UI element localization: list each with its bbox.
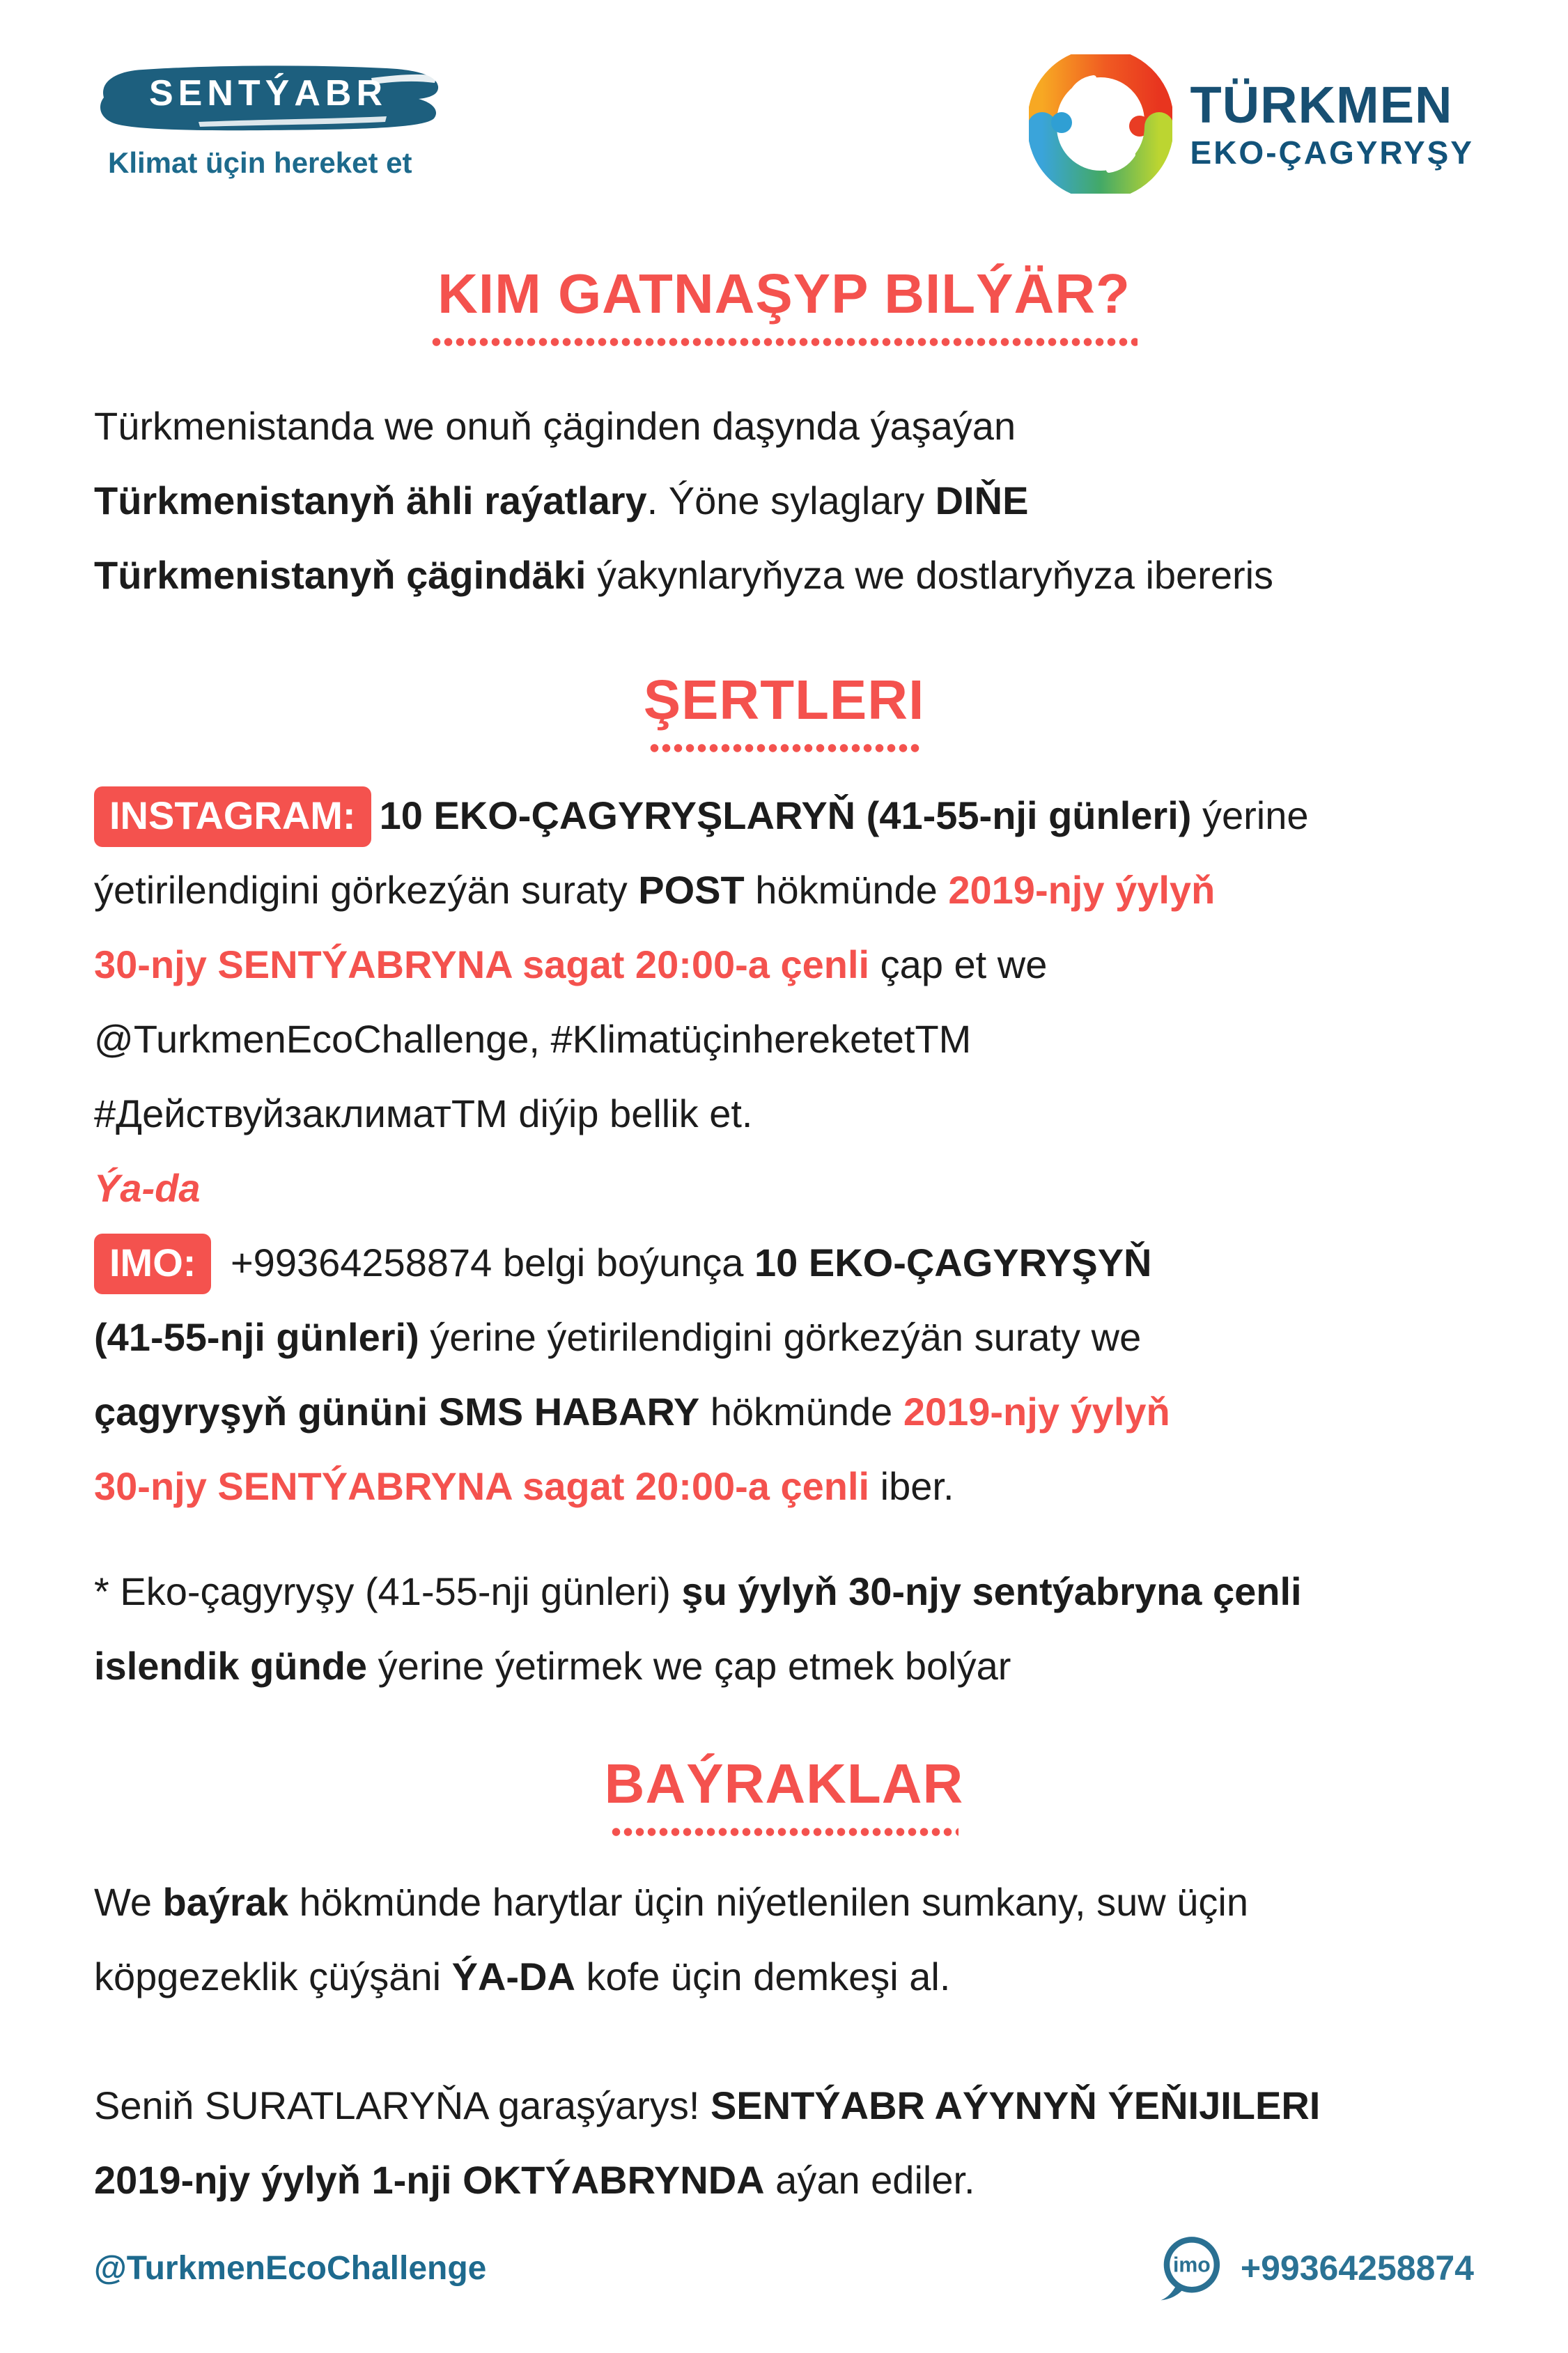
text-run: 10 EKO-ÇAGYRYŞYŇ bbox=[754, 1241, 1152, 1284]
imo-icon-label: imo bbox=[1172, 2253, 1211, 2277]
text-run: ýetirilendigini görkezýän suraty bbox=[94, 868, 639, 912]
text-run: hökmünde bbox=[699, 1390, 903, 1434]
platform-badge: INSTAGRAM: bbox=[94, 786, 371, 847]
contact-block bbox=[1154, 2232, 1474, 2304]
footnote-paragraph bbox=[94, 1554, 1474, 1703]
eco-logo-icon bbox=[1029, 54, 1172, 194]
text-run: Seniň SURATLARYŇA garaşýarys! bbox=[94, 2083, 711, 2127]
text-run: . Ýöne sylaglary bbox=[646, 479, 936, 522]
section-title-who: KIM GATNAŞYP BILÝÄR? bbox=[437, 263, 1131, 325]
text-run: DIŇE bbox=[935, 479, 1029, 522]
text-run: Türkmenistanyň ähli raýatlary bbox=[94, 479, 647, 522]
prizes-paragraph bbox=[94, 1865, 1474, 2014]
text-run: (41-55-nji günleri) bbox=[94, 1315, 419, 1359]
brand-left bbox=[94, 61, 442, 180]
text-run: islendik günde bbox=[94, 1644, 368, 1688]
text-run: @TurkmenEcoChallenge, #KlimatüçinhereketetTM bbox=[94, 1017, 972, 1061]
text-run: çagyryşyň gününi SMS HABARY bbox=[94, 1390, 700, 1434]
text-run: 30-njy SENTÝABRYNA sagat 20:00-a çenli bbox=[94, 1464, 870, 1508]
social-handle: @TurkmenEcoChallenge bbox=[94, 2249, 487, 2287]
org-logo bbox=[1029, 54, 1474, 194]
dotted-divider bbox=[430, 337, 1138, 347]
text-run: Türkmenistanyň çägindäki bbox=[94, 553, 587, 597]
logo-title: TÜRKMEN bbox=[1190, 76, 1453, 134]
text-run: ýerine bbox=[1191, 793, 1309, 837]
or-label: Ýa-da bbox=[94, 1166, 201, 1210]
text-run: 30-njy SENTÝABRYNA sagat 20:00-a çenli bbox=[94, 942, 870, 986]
text-run: hökmünde bbox=[744, 868, 949, 912]
text-run: baýrak bbox=[162, 1880, 289, 1924]
instagram-rule-paragraph bbox=[94, 778, 1474, 1151]
imo-rule-paragraph bbox=[94, 1225, 1474, 1523]
text-run: iber. bbox=[869, 1464, 954, 1508]
month-badge bbox=[94, 61, 442, 131]
text-run: #ДействуйзаклиматTM diýip bellik et. bbox=[94, 1092, 753, 1135]
text-run: * Eko-çagyryşy (41-55-nji günleri) bbox=[94, 1569, 682, 1613]
text-run: ýerine ýetirmek we çap etmek bolýar bbox=[367, 1644, 1011, 1688]
text-run: 10 EKO-ÇAGYRYŞLARYŇ (41-55-nji günleri) bbox=[379, 793, 1192, 837]
text-run: şu ýylyň 30-njy sentýabryna çenli bbox=[681, 1569, 1302, 1613]
text-run: ýakynlaryňyza we dostlaryňyza ibereris bbox=[586, 553, 1274, 597]
text-run: POST bbox=[638, 868, 745, 912]
text-run: 2019-njy ýylyň 1-nji OKTÝABRYNDA bbox=[94, 2158, 765, 2202]
logo-subtitle: EKO-ÇAGYRYŞY bbox=[1190, 134, 1474, 171]
imo-icon bbox=[1154, 2232, 1227, 2304]
text-run: 2019-njy ýylyň bbox=[948, 868, 1216, 912]
text-run: ÝA-DA bbox=[451, 1955, 575, 1998]
campaign-tagline: Klimat üçin hereket et bbox=[108, 146, 412, 179]
logo-text bbox=[1190, 76, 1474, 171]
text-run: aýan ediler. bbox=[764, 2158, 975, 2202]
section-title-prizes: BAÝRAKLAR bbox=[604, 1753, 964, 1815]
platform-badge: IMO: bbox=[94, 1234, 211, 1294]
contact-phone: +99364258874 bbox=[1240, 2249, 1474, 2288]
text-run: +99364258874 belgi boýunça bbox=[219, 1241, 754, 1284]
text-run: SENTÝABR AÝYNYŇ ÝEŇIJILERI bbox=[710, 2083, 1321, 2127]
text-run: Türkmenistanda we onuň çäginden daşynda ýaşaýan bbox=[94, 404, 1016, 448]
dotted-divider bbox=[649, 743, 920, 753]
month-badge-label: SENTÝABR bbox=[148, 73, 388, 114]
text-run: çap et we bbox=[869, 942, 1048, 986]
text-run: 2019-njy ýylyň bbox=[903, 1390, 1170, 1434]
closing-paragraph bbox=[94, 2068, 1474, 2217]
text-run: We bbox=[94, 1880, 163, 1924]
text-run: köpgezeklik çüýşäni bbox=[94, 1955, 452, 1998]
who-paragraph bbox=[94, 389, 1474, 612]
dotted-divider bbox=[610, 1827, 958, 1837]
text-run: ýerine ýetirilendigini görkezýän suraty we bbox=[419, 1315, 1142, 1359]
section-title-rules: ŞERTLERI bbox=[643, 669, 925, 731]
footer bbox=[94, 2232, 1474, 2304]
text-run: kofe üçin demkeşi al. bbox=[575, 1955, 951, 1998]
text-run: hökmünde harytlar üçin niýetlenilen sumkany, suw üçin bbox=[288, 1880, 1249, 1924]
header bbox=[94, 61, 1474, 194]
